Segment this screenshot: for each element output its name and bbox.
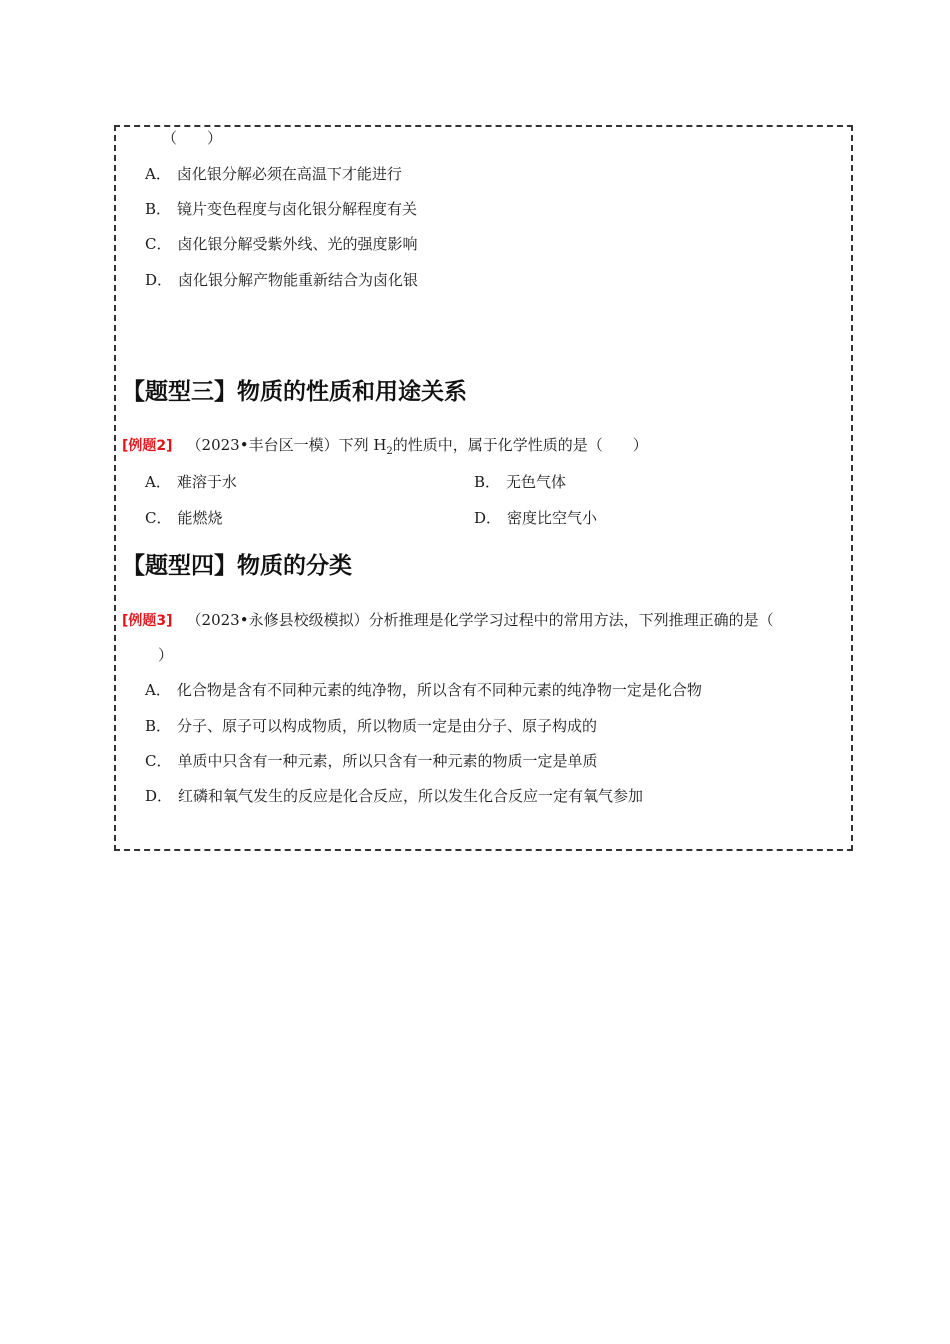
q1-option-a: A． 卤化银分解必须在高温下才能进行 [145,165,402,183]
example-2-stem: [例题2] （2023•丰台区一模）下列 $H_2$的性质中，属于化学性质的是（ ） [122,436,648,457]
ex3-option-b: B． 分子、原子可以构成物质，所以物质一定是由分子、原子构成的 [145,717,598,735]
ex3-option-c: C． 单质中只含有一种元素，所以只含有一种元素的物质一定是单质 [145,752,598,770]
q1-option-d: D． 卤化银分解产物能重新结合为卤化银 [145,271,419,289]
q1-option-b: B． 镜片变色程度与卤化银分解程度有关 [145,200,418,218]
example-tag: [例题3] [122,613,173,629]
example-3-stem: [例题3] （2023•永修县校级模拟）分析推理是化学学习过程中的常用方法，下列推理正确的是（ [122,611,774,629]
ex2-option-c: C． 能燃烧 [145,509,223,527]
ex2-option-b: B． 无色气体 [474,473,567,491]
example-3-stem-cont: ） [158,646,174,664]
answer-paren: （ ） [162,129,223,147]
ex2-option-d: D． 密度比空气小 [474,509,598,527]
example-tag: [例题2] [122,438,173,454]
ex2-option-a: A． 难溶于水 [145,473,237,491]
ex3-option-a: A． 化合物是含有不同种元素的纯净物，所以含有不同种元素的纯净物一定是化合物 [145,681,702,699]
section-title-3: 【题型三】物质的性质和用途关系 [122,379,467,405]
ex3-option-d: D． 红磷和氧气发生的反应是化合反应，所以发生化合反应一定有氧气参加 [145,787,644,805]
section-title-4: 【题型四】物质的分类 [122,553,352,579]
q1-option-c: C． 卤化银分解受紫外线、光的强度影响 [145,235,418,253]
